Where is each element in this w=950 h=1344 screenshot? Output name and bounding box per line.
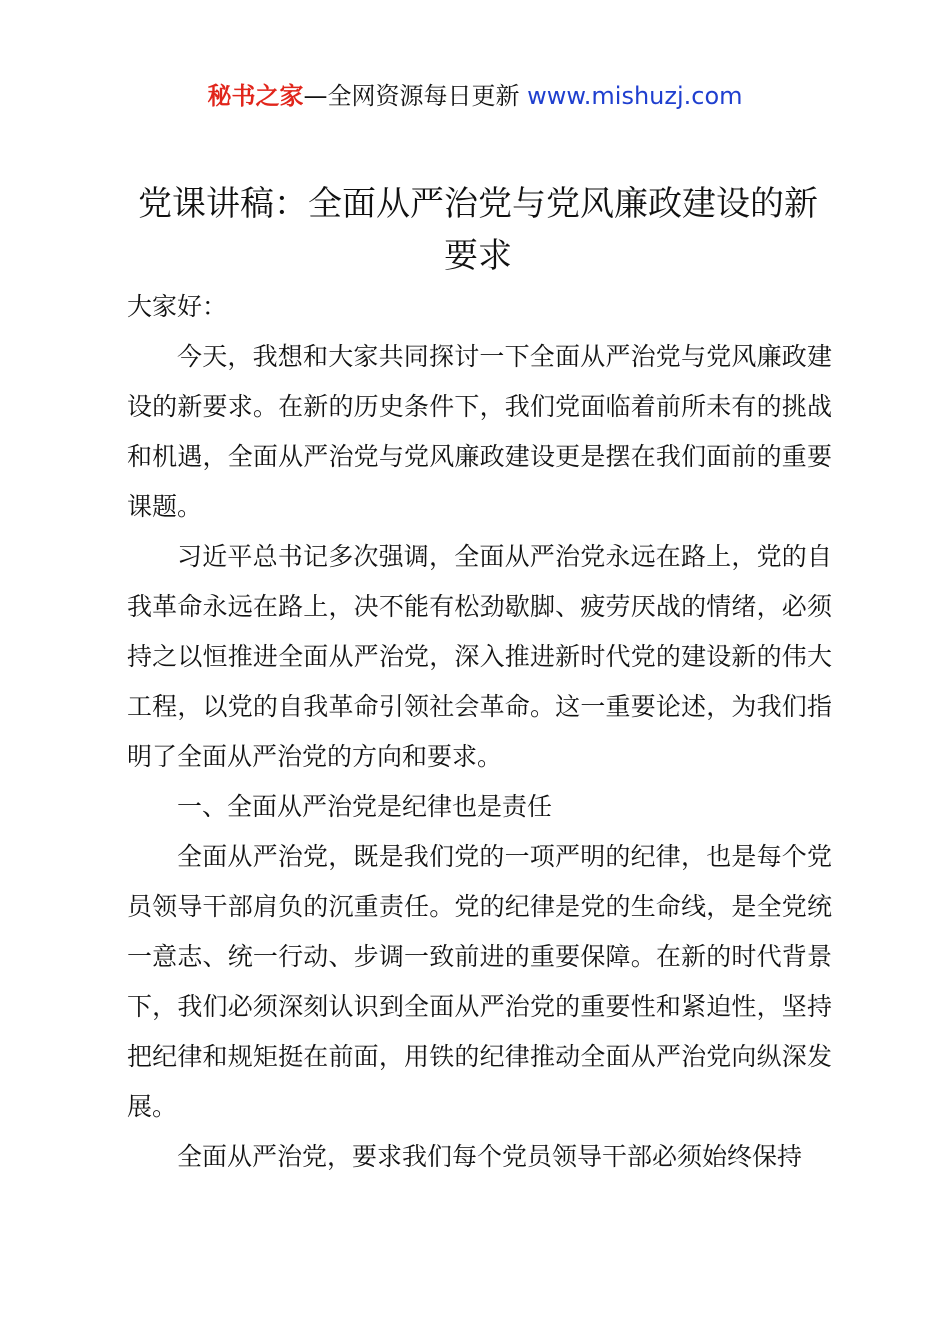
section-heading-1: 一、全面从严治党是纪律也是责任: [177, 792, 553, 821]
paragraph-requirement: 全面从严治党，要求我们每个党员领导干部必须始终保持: [177, 1142, 803, 1171]
document-body: [127, 282, 832, 1182]
site-header: [0, 80, 950, 112]
paragraph-discipline: 全面从严治党，既是我们党的一项严明的纪律，也是每个党员领导干部肩负的沉重责任。党的纪律是党的生命线，是全党统一意志、统一行动、步调一致前进的重要保障。在新的时代背景下，我们必须深刻认识到全面从严治党的重要性和紧迫性，坚持把纪律和规矩挺在前面，用铁的纪律推动全面从严治党向纵深发展。: [127, 842, 832, 1121]
paragraph-intro: 今天，我想和大家共同探讨一下全面从严治党与党风廉政建设的新要求。在新的历史条件下，我们党面临着前所未有的挑战和机遇，全面从严治党与党风廉政建设更是摆在我们面前的重要课题。: [127, 342, 832, 521]
header-tagline: —全网资源每日更新: [303, 82, 528, 110]
document-title: 党课讲稿：全面从严治党与党风廉政建设的新要求: [138, 184, 818, 276]
paragraph-quote: 习近平总书记多次强调，全面从严治党永远在路上，党的自我革命永远在路上，决不能有松劲歇脚、疲劳厌战的情绪，必须持之以恒推进全面从严治党，深入推进新时代党的建设新的伟大工程，以党的自我革命引领社会革命。这一重要论述，为我们指明了全面从严治党的方向和要求。: [127, 542, 832, 771]
greeting: 大家好：: [127, 292, 228, 321]
brand-name: 秘书之家: [207, 82, 304, 110]
site-url-link[interactable]: www.mishuzj.com: [527, 82, 743, 110]
